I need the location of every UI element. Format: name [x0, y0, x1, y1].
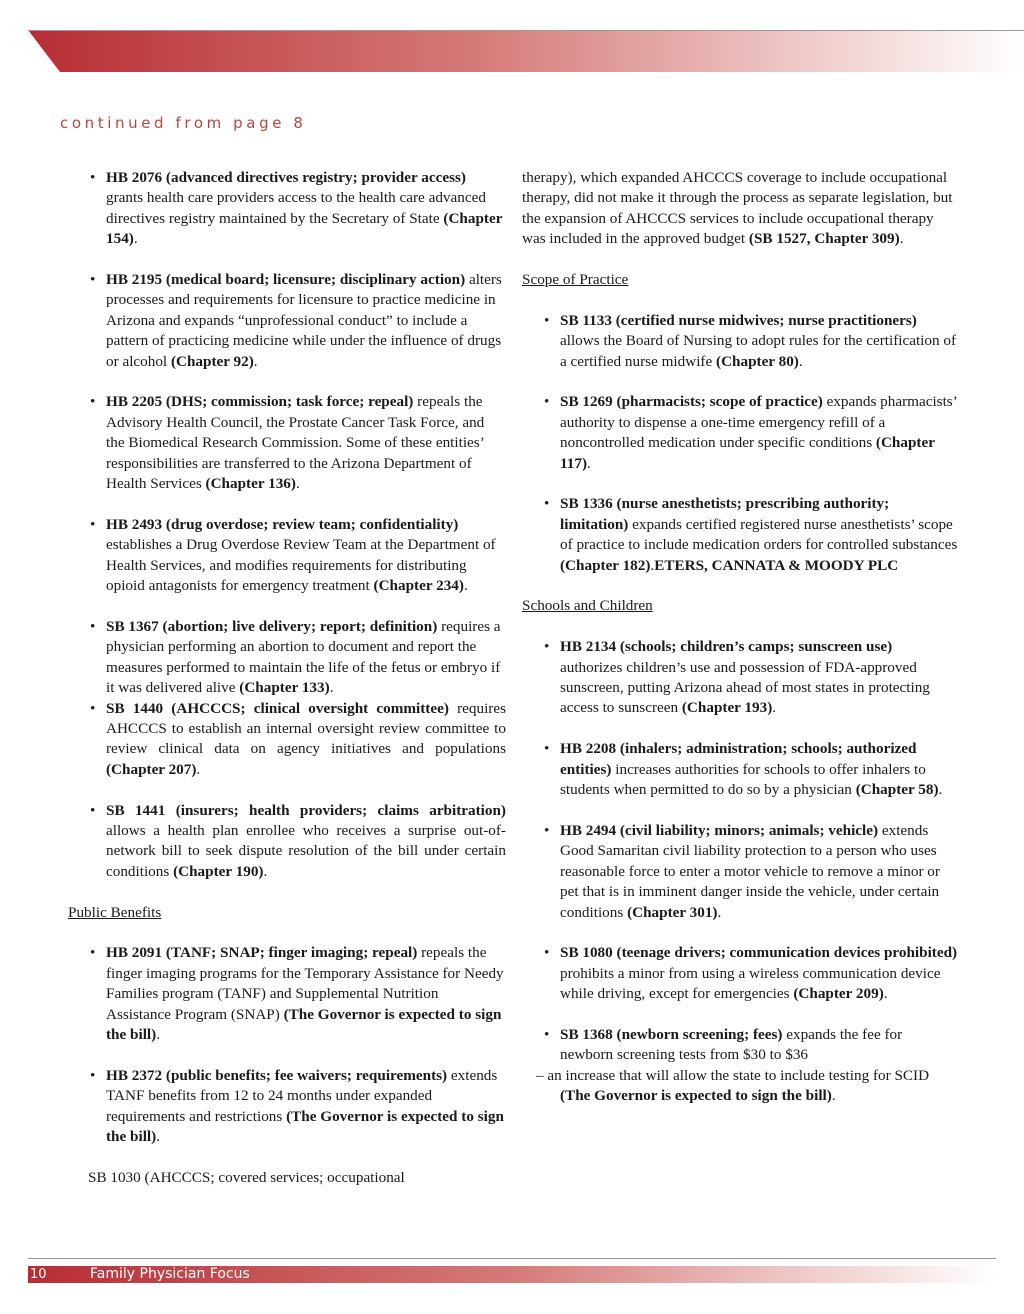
bullet-icon: •: [544, 311, 550, 329]
list-item: • SB 1441 (insurers; health providers; claims arbitration) allows a health plan enrollee who receives a surprise out-of-network bill to seek dispute resolution of the bill under certain conditions (Chapter 190).: [90, 801, 506, 880]
bullet-icon: •: [544, 944, 550, 962]
list-item: • HB 2205 (DHS; commission; task force; repeal) repeals the Advisory Health Council, the Prostate Cancer Task Force, and the Biomedical Research Commission. Some of these entities’ responsibilities are transferred to the Arizona Department of Health Services (Chapter 136).: [90, 393, 485, 493]
list-item: • SB 1080 (teenage drivers; communication devices prohibited) prohibits a minor from using a wireless communication device while driving, except for emergencies (Chapter 209).: [544, 944, 958, 1003]
list-item: • HB 2372 (public benefits; fee waivers; requirements) extends TANF benefits from 12 to 24 months under expanded requirements and restrictions (The Governor is expected to sign the bill).: [90, 1066, 504, 1145]
bullet-icon: •: [544, 1025, 550, 1043]
bullet-icon: •: [90, 169, 96, 186]
list-item: • HB 2195 (medical board; licensure; disciplinary action) alters processes and requirements for licensure to practice medicine in Arizona and expands “unprofessional conduct” to include a pattern of practicing medicine while under the influence of drugs or alcohol (Chapter 92).: [90, 271, 502, 370]
bullet-icon: •: [90, 393, 96, 411]
list-item: • SB 1440 (AHCCCS; clinical oversight committee) requires AHCCCS to establish an internal oversight review committee to review clinical data on agency initiatives and populations (Chapter 207).: [90, 699, 506, 778]
header-rule: [28, 30, 1024, 31]
bullet-icon: •: [90, 801, 96, 819]
footer-rule: [28, 1258, 996, 1259]
section-heading-public-benefits: Public Benefits: [68, 903, 162, 921]
left-column: [68, 168, 506, 1188]
list-item: • SB 1367 (abortion; live delivery; report; definition) requires a physician performing an abortion to document and report the measures performed to maintain the life of the fetus or embryo if it was delivered alive (Chapter 133).: [90, 617, 501, 697]
bullet-icon: •: [544, 821, 550, 839]
paragraph-sb1030-continued: therapy), which expanded AHCCCS coverage to include occupational therapy, did not make it through the process as separate legislation, but the expansion of AHCCCS services to include occupational therapy was included in the approved budget (SB 1527, Chapter 309).: [522, 169, 953, 248]
bullet-icon: •: [90, 699, 96, 717]
bullet-icon: •: [90, 617, 96, 635]
bullet-icon: •: [90, 944, 96, 962]
bullet-icon: •: [544, 740, 550, 758]
bullet-icon: •: [90, 271, 96, 289]
list-item-continuation: – an increase that will allow the state to include testing for SCID (The Governor is expected to sign the bill).: [536, 1066, 930, 1105]
list-item: • SB 1368 (newborn screening; fees) expands the fee for newborn screening tests from $30 to $36: [544, 1025, 903, 1064]
bullet-icon: •: [544, 638, 550, 656]
list-item: • SB 1269 (pharmacists; scope of practice) expands pharmacists’ authority to dispense a one-time emergency refill of a noncontrolled medication under specific conditions (Chapter 117).: [544, 393, 957, 472]
paragraph-sb1030: SB 1030 (AHCCCS; covered services; occupational: [88, 1168, 405, 1186]
section-heading-scope-of-practice: Scope of Practice: [522, 271, 629, 289]
continued-label: continued from page 8: [60, 114, 307, 132]
list-item: • SB 1336 (nurse anesthetists; prescribing authority; limitation) expands certified registered nurse anesthetists’ scope of practice to include medication orders for controlled substances (Chapter 182).ETERS, CANNATA & MOODY PLC: [544, 495, 958, 574]
right-column: [522, 168, 958, 1107]
list-item: • HB 2076 (advanced directives registry; provider access) grants health care providers access to the health care advanced directives registry maintained by the Secretary of State (Chapter 154).: [90, 169, 503, 248]
header-band: [0, 30, 1024, 72]
list-item: • HB 2134 (schools; children’s camps; sunscreen use) authorizes children’s use and possession of FDA-approved sunscreen, putting Arizona ahead of most states in protecting access to sunscreen (Chapter 193).: [544, 638, 930, 717]
publication-title: Family Physician Focus: [90, 1266, 250, 1282]
list-item: • SB 1133 (certified nurse midwives; nurse practitioners) allows the Board of Nursing to adopt rules for the certification of a certified nurse midwife (Chapter 80).: [544, 311, 957, 370]
bullet-icon: •: [90, 1066, 96, 1084]
bullet-icon: •: [544, 495, 550, 513]
list-item: • HB 2208 (inhalers; administration; schools; authorized entities) increases authorities for schools to offer inhalers to students when permitted to do so by a physician (Chapter 58).: [544, 740, 943, 799]
bullet-icon: •: [90, 515, 96, 533]
list-item: • HB 2091 (TANF; SNAP; finger imaging; repeal) repeals the finger imaging programs for the Temporary Assistance for Needy Families program (TANF) and Supplemental Nutrition Assistance Program (SNAP) (The Governor is expected to sign the bill).: [90, 944, 504, 1043]
list-item: • HB 2493 (drug overdose; review team; confidentiality) establishes a Drug Overdose Review Team at the Department of Health Services, and modifies requirements for distributing opioid antagonists for emergency treatment (Chapter 234).: [90, 515, 496, 595]
list-item: • HB 2494 (civil liability; minors; animals; vehicle) extends Good Samaritan civil liability protection to a person who uses reasonable force to enter a motor vehicle to remove a minor or pet that is in imminent danger inside the vehicle, under certain conditions (Chapter 301).: [544, 821, 940, 921]
bullet-icon: •: [544, 393, 550, 411]
section-heading-schools-and-children: Schools and Children: [522, 597, 653, 615]
page-number: 10: [30, 1267, 47, 1282]
